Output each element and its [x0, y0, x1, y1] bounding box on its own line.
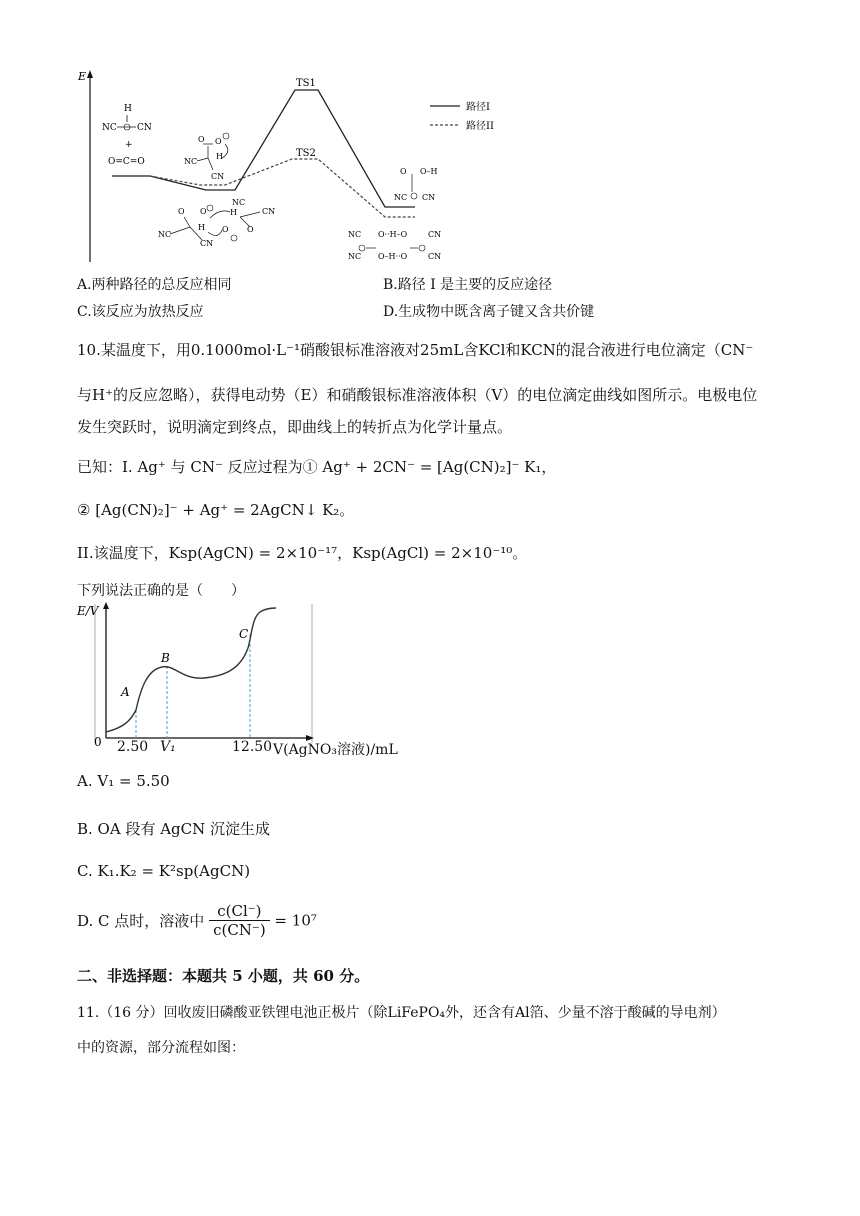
svg-text:NC: NC: [394, 193, 408, 202]
titration-chart: [74, 600, 374, 758]
svg-text:O: O: [200, 207, 207, 216]
q11-line1: 11.（16 分）回收废旧磷酸亚铁锂电池正极片（除LiFePO₄外，还含有Al箔、少量不溶于酸碱的导电剂）: [77, 1005, 726, 1021]
x-tick-12-50: [232, 739, 272, 755]
svg-text:O··H–O: O··H–O: [378, 230, 408, 239]
x-tick-2-50-text: 2.50: [117, 739, 149, 755]
svg-text:H: H: [124, 104, 132, 114]
option-9b: B.路径 I 是主要的反应途径: [383, 277, 553, 293]
svg-text:CN: CN: [200, 239, 214, 248]
q11-line2: 中的资源，部分流程如图：: [77, 1040, 245, 1056]
q10-known-3: II.该温度下，Ksp(AgCN) = 2×10⁻¹⁷，Ksp(AgCl) = 2×10⁻¹⁰。: [77, 544, 528, 562]
chart-y-label: E/V: [77, 604, 99, 618]
x-tick-v1: [160, 739, 176, 755]
svg-text:NC: NC: [158, 230, 172, 239]
product-structure-anion: [394, 167, 438, 202]
dimer-transition-structure: [158, 198, 275, 248]
q10-known-2: ② [Ag(CN)₂]⁻ + Ag⁺ = 2AgCN↓ K₂。: [77, 501, 355, 519]
svg-text:CN: CN: [422, 193, 436, 202]
svg-text:O: O: [222, 225, 229, 234]
option-d-suffix: = 10⁷: [274, 911, 317, 930]
chart-x-label: V(AgNO₃溶液)/mL: [273, 742, 398, 758]
svg-text:O–H··O: O–H··O: [378, 252, 408, 261]
point-a-label: A: [121, 685, 130, 699]
intermediate-structure: [184, 135, 224, 181]
svg-text:NC: NC: [348, 230, 362, 239]
svg-text:CN: CN: [211, 172, 225, 181]
path-two-curve: [150, 159, 415, 217]
point-b-label: B: [161, 651, 170, 665]
ts1-label: TS1: [296, 78, 316, 89]
svg-text:O: O: [178, 207, 185, 216]
svg-text:H: H: [230, 208, 237, 217]
option-9a: A.两种路径的总反应相同: [77, 277, 232, 293]
q10-stem-line1: 10.某温度下，用0.1000mol·L⁻¹硝酸银标准溶液对25mL含KCl和KCN的混合液进行电位滴定（CN⁻: [77, 341, 754, 359]
svg-text:NC: NC: [232, 198, 246, 207]
q10-option-d: [77, 902, 317, 939]
option-d-fraction: [209, 902, 270, 939]
q10-option-b: B. OA 段有 AgCN 沉淀生成: [77, 820, 271, 838]
fraction-numerator: c(Cl⁻): [209, 902, 270, 921]
svg-text:H: H: [198, 223, 205, 232]
q10-question: 下列说法正确的是（ ）: [77, 583, 245, 599]
svg-text:NC: NC: [102, 123, 117, 133]
svg-text:NC: NC: [348, 252, 362, 261]
fraction-denominator: c(CN⁻): [213, 921, 266, 939]
legend-path-two: 路径II: [466, 121, 494, 132]
svg-text:H: H: [216, 152, 223, 161]
svg-text:CN: CN: [428, 230, 442, 239]
section-heading: 二、非选择题：本题共 5 小题，共 60 分。: [77, 967, 370, 985]
legend-path-one: 路径I: [466, 102, 490, 113]
point-c-label: C: [239, 627, 249, 641]
q10-stem-line3: 发生突跃时，说明滴定到终点，即曲线上的转折点为化学计量点。: [77, 418, 513, 436]
svg-text:O: O: [198, 135, 205, 144]
energy-diagram: [70, 62, 530, 272]
svg-text:O: O: [247, 225, 254, 234]
option-9c: C.该反应为放热反应: [77, 304, 204, 320]
chart-origin: 0: [94, 735, 102, 749]
path-one-curve: [112, 90, 415, 207]
reactant-malononitrile: [102, 104, 152, 167]
svg-text:O: O: [215, 137, 222, 146]
ts2-label: TS2: [296, 148, 316, 159]
svg-text:O: O: [400, 167, 407, 176]
q10-stem-line2: 与H⁺的反应忽略），获得电动势（E）和硝酸银标准溶液体积（V）的电位滴定曲线如图所示。电极电位: [77, 386, 758, 404]
product-dimer-structure: [348, 230, 441, 261]
q10-known-1: 已知：I. Ag⁺ 与 CN⁻ 反应过程为① Ag⁺ + 2CN⁻ = [Ag(CN)₂]⁻ K₁，: [77, 458, 557, 476]
option-d-prefix: D. C 点时，溶液中: [77, 912, 205, 930]
svg-text:CN: CN: [137, 123, 152, 133]
svg-text:O=C=O: O=C=O: [108, 157, 145, 167]
svg-text:NC: NC: [184, 157, 198, 166]
x-tick-v1-text: V₁: [160, 739, 176, 755]
svg-text:+: +: [125, 140, 133, 150]
svg-text:CN: CN: [428, 252, 442, 261]
svg-text:O–H: O–H: [420, 167, 438, 176]
x-tick-12-50-text: 12.50: [232, 739, 273, 755]
energy-axis-label: E: [78, 70, 87, 83]
q10-option-c: C. K₁.K₂ = K²sp(AgCN): [77, 862, 251, 880]
svg-text:CN: CN: [262, 207, 276, 216]
q10-option-a: A. V₁ = 5.50: [77, 772, 170, 790]
x-tick-2-50: [117, 739, 148, 755]
option-9d: D.生成物中既含离子键又含共价键: [383, 304, 595, 320]
